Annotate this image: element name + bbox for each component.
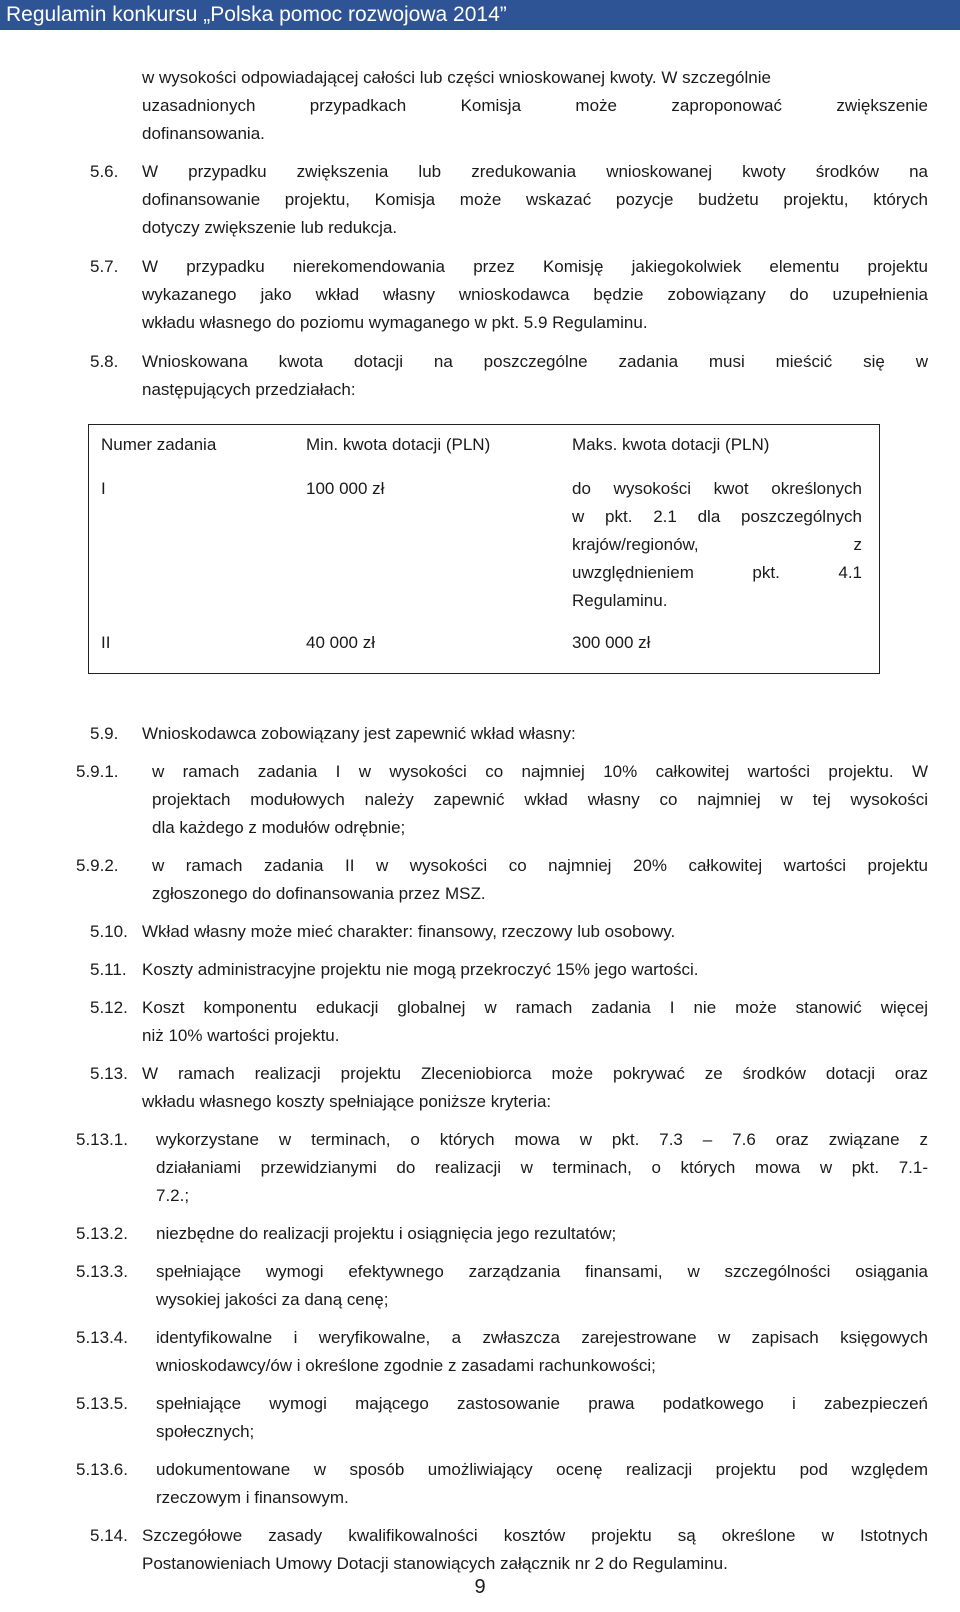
paragraph-line: rzeczowym i finansowym. [156, 1488, 349, 1507]
table-cell-max: 300 000 zł [572, 633, 651, 652]
paragraph-line: W ramach realizacji projektu Zleceniobiorca może pokrywać ze środków dotacji oraz [142, 1064, 928, 1083]
cell-line: do wysokości kwot określonych [572, 479, 862, 498]
paragraph-line: wykorzystane w terminach, o których mowa w pkt. 7.3 – 7.6 oraz związane z [156, 1130, 928, 1149]
paragraph-line: niż 10% wartości projektu. [142, 1026, 340, 1045]
table-cell-task: II [101, 633, 111, 652]
paragraph-line: uzasadnionych przypadkach Komisja może zaproponować zwiększenie [142, 96, 928, 115]
paragraph-line: w wysokości odpowiadającej całości lub części wnioskowanej kwoty. W szczególnie [142, 68, 771, 87]
paragraph-line: Koszt komponentu edukacji globalnej w ramach zadania I nie może stanowić więcej [142, 998, 928, 1017]
paragraph-line: w ramach zadania I w wysokości co najmniej 10% całkowitej wartości projektu. W [152, 762, 928, 781]
document-header [0, 0, 960, 30]
table-cell-min: 100 000 zł [306, 479, 385, 498]
paragraph-line: W przypadku nierekomendowania przez Komisję jakiegokolwiek elementu projektu [142, 257, 928, 276]
item-number: 5.13.6. [76, 1460, 128, 1479]
paragraph-line: W przypadku zwiększenia lub zredukowania wnioskowanej kwoty środków na [142, 162, 928, 181]
table-header-cell: Min. kwota dotacji (PLN) [306, 435, 491, 454]
cell-line: w pkt. 2.1 dla poszczególnych [572, 507, 862, 526]
item-number: 5.13.5. [76, 1394, 128, 1413]
table-cell-max [572, 465, 880, 621]
item-number: 5.13.1. [76, 1130, 128, 1149]
paragraph-line: wysokiej jakości za daną cenę; [156, 1290, 389, 1309]
paragraph-line: Szczegółowe zasady kwalifikowalności kosztów projektu są określone w Istotnych [142, 1526, 928, 1545]
paragraph-line: dotyczy zwiększenie lub redukcja. [142, 218, 398, 237]
table-header-cell: Maks. kwota dotacji (PLN) [572, 435, 770, 454]
paragraph-line: wykazanego jako wkład własny wnioskodawca będzie zobowiązany do uzupełnienia [142, 285, 928, 304]
item-number: 5.12. [90, 998, 128, 1017]
paragraph-line: niezbędne do realizacji projektu i osiągnięcia jego rezultatów; [156, 1224, 617, 1243]
item-number: 5.13. [90, 1064, 128, 1083]
paragraph-line: dla każdego z modułów odrębnie; [152, 818, 406, 837]
cell-line: krajów/regionów, z [572, 535, 862, 554]
paragraph-line: 7.2.; [156, 1186, 190, 1205]
item-number: 5.13.3. [76, 1262, 128, 1281]
paragraph-line: w ramach zadania II w wysokości co najmniej 20% całkowitej wartości projektu [152, 856, 928, 875]
paragraph-line: spełniające wymogi mającego zastosowanie prawa podatkowego i zabezpieczeń [156, 1394, 928, 1413]
cell-line: uwzględnieniem pkt. 4.1 [572, 563, 862, 582]
page-number: 9 [474, 1576, 486, 1598]
item-number: 5.7. [90, 257, 119, 276]
item-number: 5.13.2. [76, 1224, 128, 1243]
paragraph-line: społecznych; [156, 1422, 255, 1441]
paragraph-line: spełniające wymogi efektywnego zarządzania finansami, w szczególności osiągania [156, 1262, 928, 1281]
paragraph-line: Wkład własny może mieć charakter: finansowy, rzeczowy lub osobowy. [142, 922, 676, 941]
paragraph-line: Koszty administracyjne projektu nie mogą przekroczyć 15% jego wartości. [142, 960, 699, 979]
paragraph-line: Postanowieniach Umowy Dotacji stanowiących załącznik nr 2 do Regulaminu. [142, 1554, 728, 1573]
paragraph-line: następujących przedziałach: [142, 380, 356, 399]
table-row [89, 621, 880, 674]
document-title: Regulamin konkursu „Polska pomoc rozwojowa 2014” [6, 3, 507, 26]
paragraph-line: udokumentowane w sposób umożliwiający ocenę realizacji projektu pod względem [156, 1460, 928, 1479]
paragraph-line: dofinansowanie projektu, Komisja może wskazać pozycje budżetu projektu, których [142, 190, 928, 209]
paragraph-line: dofinansowania. [142, 124, 265, 143]
cell-line: Regulaminu. [572, 591, 668, 610]
paragraph-line: identyfikowalne i weryfikowalne, a zwłaszcza zarejestrowane w zapisach księgowych [156, 1328, 928, 1347]
paragraph-line: projektach modułowych należy zapewnić wkład własny co najmniej w tej wysokości [152, 790, 928, 809]
paragraph-line: wnioskodawcy/ów i określone zgodnie z zasadami rachunkowości; [156, 1356, 656, 1375]
item-number: 5.9.1. [76, 762, 119, 781]
paragraph-line: Wnioskowana kwota dotacji na poszczególne zadania musi mieścić się w [142, 352, 928, 371]
table-header-row [89, 425, 880, 466]
item-number: 5.6. [90, 162, 119, 181]
item-number: 5.8. [90, 352, 119, 371]
paragraph-line: zgłoszonego do dofinansowania przez MSZ. [152, 884, 486, 903]
table-cell-task: I [101, 479, 106, 498]
item-number: 5.9.2. [76, 856, 119, 875]
item-number: 5.11. [90, 960, 127, 979]
item-number: 5.10. [90, 922, 128, 941]
table-cell-min: 40 000 zł [306, 633, 375, 652]
table-row [89, 465, 880, 621]
table-header-cell: Numer zadania [101, 435, 217, 454]
paragraph-line: wkładu własnego do poziomu wymaganego w pkt. 5.9 Regulaminu. [142, 313, 648, 332]
item-number: 5.13.4. [76, 1328, 128, 1347]
paragraph-line: Wnioskodawca zobowiązany jest zapewnić wkład własny: [142, 724, 576, 743]
item-number: 5.14. [90, 1526, 128, 1545]
item-number: 5.9. [90, 724, 119, 743]
grant-amount-table [88, 424, 880, 674]
paragraph-line: działaniami przewidzianymi do realizacji w terminach, o których mowa w pkt. 7.1- [156, 1158, 928, 1177]
paragraph-line: wkładu własnego koszty spełniające poniższe kryteria: [142, 1092, 552, 1111]
